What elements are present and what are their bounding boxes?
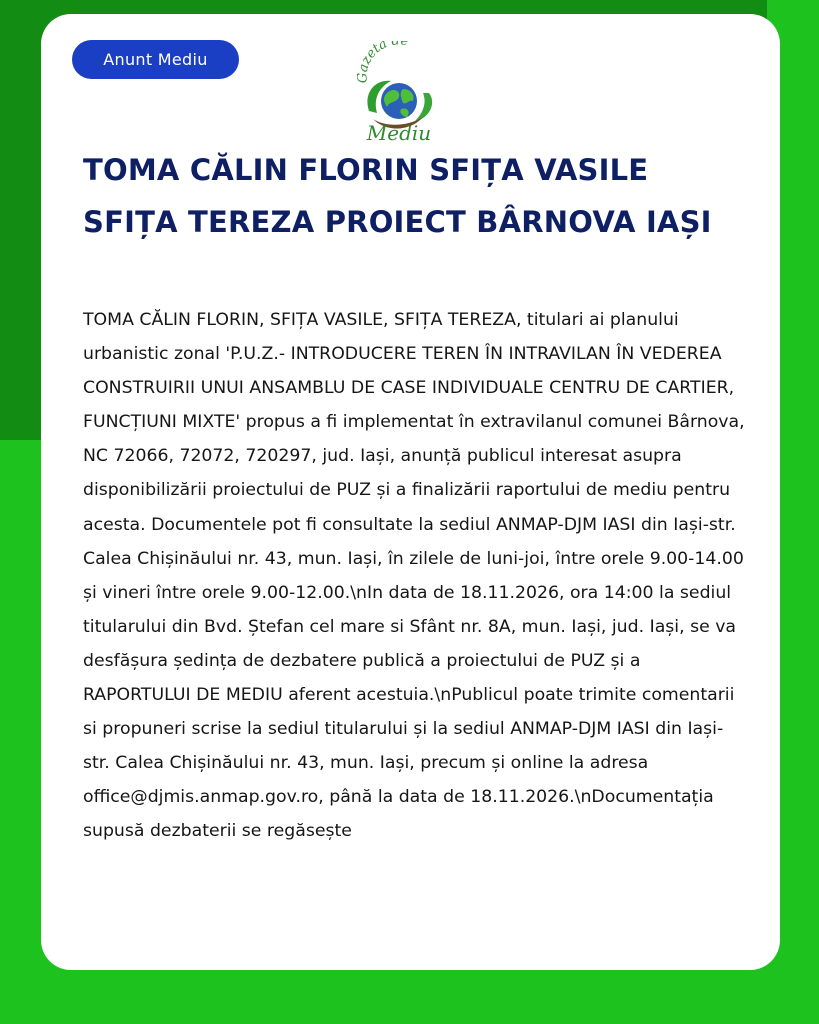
category-badge[interactable]: Anunt Mediu (72, 40, 239, 79)
announcement-body: TOMA CĂLIN FLORIN, SFIȚA VASILE, SFIȚA TEREZA, titulari ai planului urbanistic zonal 'P.U.Z.- INTRODUCERE TEREN ÎN INTRAVILAN ÎN VEDEREA CONSTRUIRII UNUI ANSAMBLU DE CASE INDIVIDUALE CENTRU DE CARTIER, FUNCȚIUNI MIXTE' propus a fi implementat în extravilanul comunei Bârnova, NC 72066, 72072, 720297, jud. Iași, anunță publicul interesat asupra disponibilizării proiectului de PUZ și a finalizării raportului de mediu pentru acesta. Documentele pot fi consultate la sediul ANMAP-DJM IASI din Iași-str. Calea Chișinăului nr. 43, mun. Iași, în zilele de luni-joi, între orele 9.00-14.00 și vineri între orele 9.00-12.00.\nIn data de 18.11.2026, ora 14:00 la sediul titularului din Bvd. Ștefan cel mare si Sfânt nr. 8A, mun. Iași, jud. Iași, se va desfășura ședința de dezbatere publică a proiectului de PUZ și a RAPORTULUI DE MEDIU aferent acestuia.\nPublicul poate trimite comentarii si propuneri scrise la sediul titularului și la sediul ANMAP-DJM IASI din Iași-str. Calea Chișinăului nr. 43, mun. Iași, precum și online la adresa office@djmis.anmap.gov.ro, până la data de 18.11.2026.\nDocumentația supusă dezbaterii se regăsește (83, 310, 745, 842)
logo-bottom-text: Mediu (366, 121, 432, 143)
svg-text:Gazeta de (357, 41, 410, 83)
logo-top-text: azeta de (357, 41, 410, 74)
globe-leaf-icon (357, 41, 441, 143)
announcement-title: TOMA CĂLIN FLORIN SFIȚA VASILE SFIȚA TEREZA PROIECT BÂRNOVA IAȘI (83, 153, 712, 239)
gazeta-de-mediu-logo (357, 41, 441, 143)
announcement-card (41, 14, 780, 970)
